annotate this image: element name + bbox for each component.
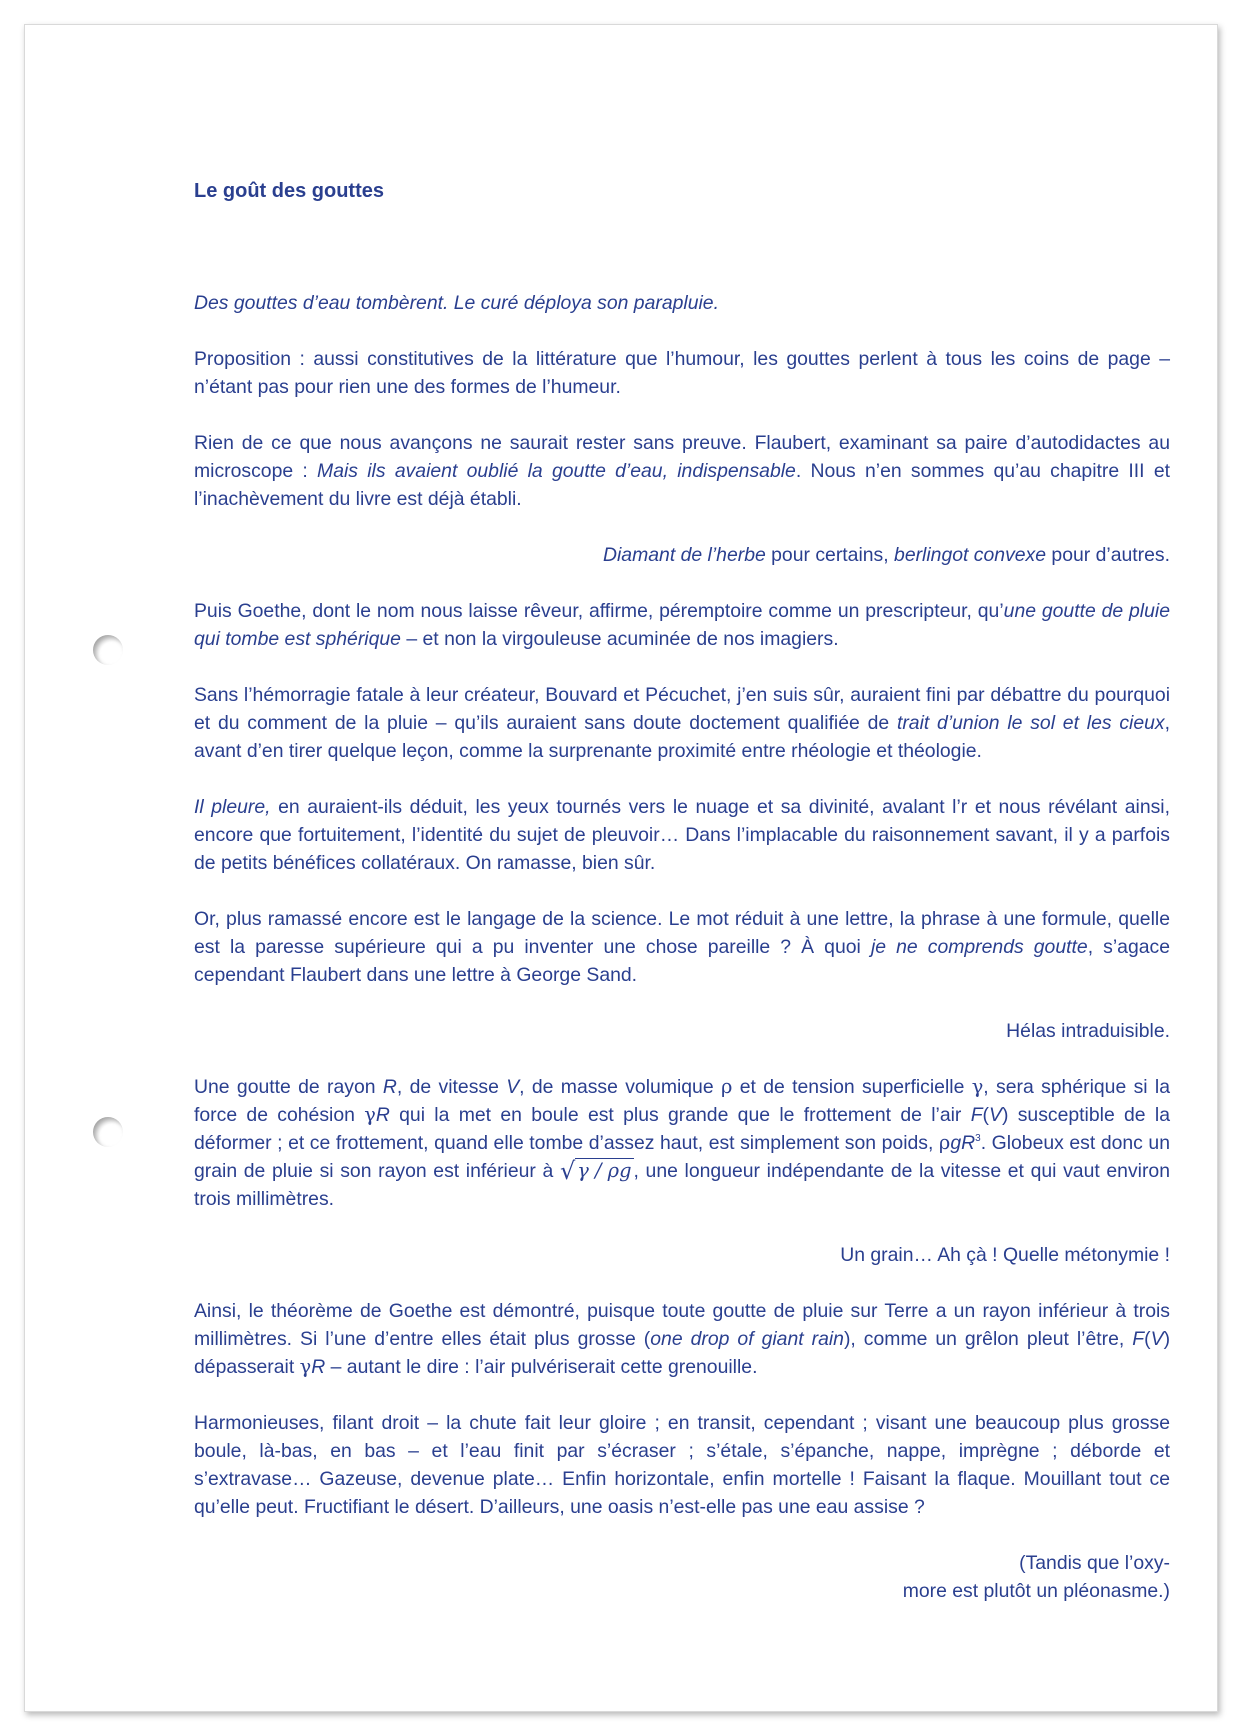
paragraph-bouvard: Sans l’hémorragie fatale à leur créateur, Bouvard et Pécuchet, j’en suis sûr, auraient fini par débattre du pourquoi et du comment de la pluie – qu’ils auraient sans doute doctement qualifiée de trait d’union le sol et les cieux, avant d’en tirer quelque leçon, comme la surprenante proximité entre rhéologie et théologie.: [194, 684, 1170, 762]
document-body: [194, 177, 1170, 1605]
paragraph-theoreme: Ainsi, le théorème de Goethe est démontré, puisque toute goutte de pluie sur Terre a un rayon inférieur à trois millimètres. Si l’une d’entre elles était plus grosse (one drop of giant rain), comme un grêlon pleut l’être, F(V) dépasserait γR – autant le dire : l’air pulvériserait cette grenouille.: [194, 1300, 1171, 1378]
paragraph-proposition: Proposition : aussi constitutives de la littérature que l’humour, les gouttes perlent à tous les coins de page – n’étant pas pour rien une des formes de l’humeur.: [194, 348, 1170, 398]
paragraph-intraduisible: Hélas intraduisible.: [1006, 1020, 1170, 1042]
paragraph-il-pleure: Il pleure, en auraient-ils déduit, les yeux tournés vers le nuage et sa divinité, avalant l’r et nous révélant ainsi, encore que fortuitement, l’identité du sujet de pleuvoir… Dans l’implacable du raisonnement savant, il y a parfois de petits bénéfices collatéraux. On ramasse, bien sûr.: [194, 796, 1171, 874]
paragraph-metonymie: Un grain… Ah çà ! Quelle métonymie !: [840, 1244, 1170, 1266]
punch-hole-icon: [93, 635, 123, 665]
paragraph-langage-science: Or, plus ramassé encore est le langage de la science. Le mot réduit à une lettre, la phrase à une formule, quelle est la paresse supérieure qui a pu inventer une chose pareille ? À quoi je ne comprends goutte, s’agace cependant Flaubert dans une lettre à George Sand.: [194, 908, 1170, 986]
paragraph-diamant: Diamant de l’herbe pour certains, berlingot convexe pour d’autres.: [603, 544, 1170, 566]
paragraph-oxymore: (Tandis que l’oxy- more est plutôt un pléonasme.): [902, 1552, 1170, 1602]
square-root-formula: √ γ / ρg: [559, 1157, 632, 1185]
paragraph-formula: Une goutte de rayon R, de vitesse V, de masse volumique ρ et de tension superficielle γ, sera sphérique si la force de cohésion γR qui la met en boule est plus grande que le frottement de l’air F(V) susceptible de la déformer ; et ce frottement, quand elle tombe d’assez haut, est simplement son poids, ρgR$^3$. Globeux est donc un grain de pluie si son rayon est inférieur à √ γ / ρg , une longueur indépendante de la vitesse et qui vaut environ trois millimètres.: [194, 1075, 1171, 1210]
paragraph-harmonieuses: Harmonieuses, filant droit – la chute fait leur gloire ; en transit, cependant ; visant une beaucoup plus grosse boule, là-bas, en bas – et l’eau finit par s’écraser ; s’étale, s’épanche, nappe, imprègne ; déborde et s’extravase… Gazeuse, devenue plate… Enfin horizontale, enfin mortelle ! Faisant la flaque. Mouillant tout ce qu’elle peut. Fructifiant le désert. D’ailleurs, une oasis n’est-elle pas une eau assise ?: [194, 1412, 1170, 1518]
paragraph-epigraph: Des gouttes d’eau tombèrent. Le curé déploya son parapluie.: [194, 292, 719, 314]
document-title: Le goût des gouttes: [194, 180, 384, 202]
document-page: [24, 24, 1218, 1712]
paragraph-goethe: Puis Goethe, dont le nom nous laisse rêveur, affirme, péremptoire comme un prescripteur, qu’une goutte de pluie qui tombe est sphérique – et non la virgouleuse acuminée de nos imagiers.: [194, 600, 1170, 650]
punch-hole-icon: [93, 1117, 123, 1147]
paragraph-flaubert: Rien de ce que nous avançons ne saurait rester sans preuve. Flaubert, examinant sa paire d’autodidactes au microscope : Mais ils avaient oublié la goutte d’eau, indispensable. Nous n’en sommes qu’au chapitre III et l’inachèvement du livre est déjà établi.: [194, 432, 1170, 510]
